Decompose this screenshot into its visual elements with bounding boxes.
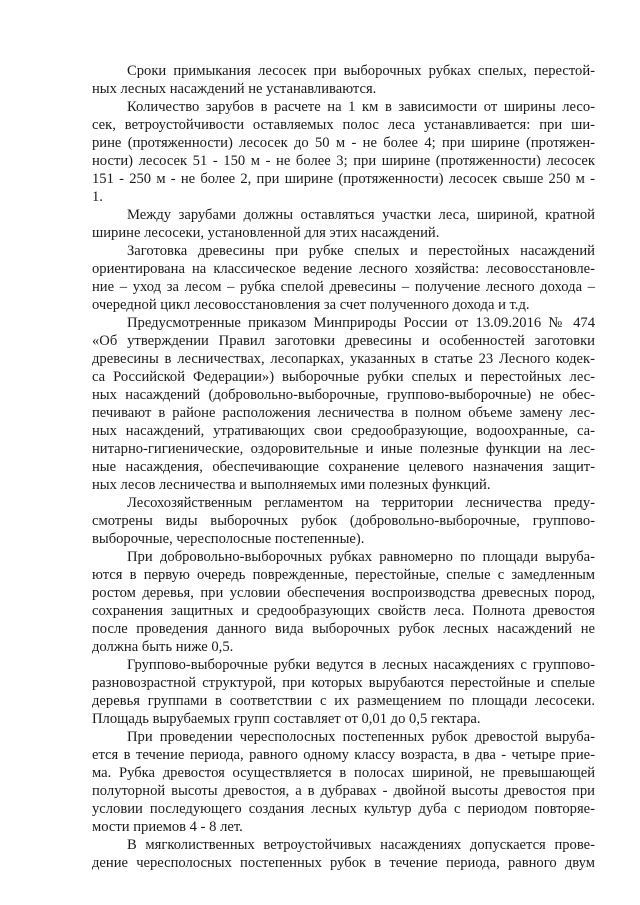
paragraph (92, 494, 595, 548)
text-line: дение чересполосных постепенных рубок в течение периода, равного двум (92, 855, 595, 871)
text-line: Заготовка древесины при рубке спелых и перестойных насаждений (127, 243, 595, 259)
text-line: Сроки примыкания лесосек при выборочных рубках спелых, перестой- (127, 63, 595, 79)
text-line: ных лесов лесничества и выполняемых ими полезных функций. (92, 477, 491, 493)
paragraph (92, 206, 595, 242)
text-line: должна быть ниже 0,5. (92, 639, 234, 655)
text-line: Предусмотренные приказом Минприроды России от 13.09.2016 № 474 (127, 315, 595, 331)
text-line: ются в первую очередь поврежденные, перестойные, спелые с замедленным (92, 567, 595, 583)
text-line: Количество зарубов в расчете на 1 км в зависимости от ширины лесо- (127, 99, 595, 115)
paragraph (92, 314, 595, 494)
text-line: рине (протяженности) лесосек до 50 м - не более 4; при ширине (протяжен- (92, 135, 595, 151)
text-line: ности) лесосек 51 - 150 м - не более 3; при ширине (протяженности) лесосек (92, 153, 595, 169)
text-line: ных насаждений (добровольно-выборочные, группово-выборочные) не обес- (92, 387, 595, 403)
text-line: В мягколиственных ветроустойчивых насаждениях допускается прове- (127, 837, 595, 853)
paragraph (92, 242, 595, 314)
text-line: 1. (92, 189, 103, 205)
text-line: мости приемов 4 - 8 лет. (92, 819, 243, 835)
text-line: При добровольно-выборочных рубках равномерно по площади выруба- (127, 549, 595, 565)
paragraph (92, 548, 595, 656)
text-line: сохранения защитных и средообразующих свойств леса. Полнота древостоя (92, 603, 595, 619)
text-line: после проведения данного вида выборочных рубок лесных насаждений не (92, 621, 595, 637)
text-line: ные насаждения, обеспечивающие сохранение целевого назначения защит- (92, 459, 595, 475)
text-line: выборочные, чересполосные постепенные). (92, 531, 365, 547)
text-line: Между зарубами должны оставляться участки леса, шириной, кратной (127, 207, 595, 223)
text-line: сек, ветроустойчивости оставляемых полос леса устанавливается: при ши- (92, 117, 595, 133)
text-line: Группово-выборочные рубки ведутся в лесных насаждениях с группово- (127, 657, 595, 673)
text-line: ширине лесосеки, установленной для этих насаждений. (92, 225, 440, 241)
paragraph (92, 62, 595, 98)
text-line: Лесохозяйственным регламентом на территории лесничества преду- (127, 495, 595, 511)
text-line: ма. Рубка древостоя осуществляется в полосах шириной, не превышающей (92, 765, 595, 781)
paragraph (92, 98, 595, 206)
text-line: ние – уход за лесом – рубка спелой древесины – получение лесного дохода – (92, 279, 595, 295)
text-line: смотрены виды выборочных рубок (добровольно-выборочные, группово- (92, 513, 595, 529)
text-line: ных лесных насаждений не устанавливаются. (92, 81, 377, 97)
paragraph (92, 836, 595, 872)
text-line: ных насаждений, утративающих свои средообразующие, водоохранные, са- (92, 423, 595, 439)
text-line: условии последующего создания лесных культур дуба с периодом повторяе- (92, 801, 595, 817)
document-body (92, 62, 595, 872)
text-line: «Об утверждении Правил заготовки древесины и особенностей заготовки (92, 333, 595, 349)
text-line: печивают в районе расположения лесничества в полном объеме замену лес- (92, 405, 595, 421)
text-line: 151 - 250 м - не более 2, при ширине (протяженности) лесосек свыше 250 м - (92, 171, 595, 187)
text-line: полуторной высоты древостоя, а в дубравах - двойной высоты древостоя при (92, 783, 595, 799)
text-line: ориентирована на классическое ведение лесного хозяйства: лесовосстановле- (92, 261, 595, 277)
text-line: нитарно-гигиенические, оздоровительные и иные полезные функции на лес- (92, 441, 595, 457)
text-line: При проведении чересполосных постепенных рубок древостой выруба- (127, 729, 595, 745)
text-line: ется в течение периода, равного одному классу возраста, в два - четыре прие- (92, 747, 595, 763)
paragraph (92, 656, 595, 728)
text-line: Площадь вырубаемых групп составляет от 0,01 до 0,5 гектара. (92, 711, 481, 727)
text-line: разновозрастной структурой, при которых вырубаются перестойные и спелые (92, 675, 595, 691)
text-line: очередной цикл лесовосстановления за счет полученного дохода и т.д. (92, 297, 530, 313)
text-line: древесины в лесничествах, лесопарках, указанных в статье 23 Лесного кодек- (92, 351, 595, 367)
text-line: са Российской Федерации») выборочные рубки спелых и перестойных лес- (92, 369, 595, 385)
paragraph (92, 728, 595, 836)
text-line: ростом деревья, при условии обеспечения воспроизводства древесных пород, (92, 585, 595, 601)
text-line: деревья группами в соответствии с их размещением по площади лесосеки. (92, 693, 595, 709)
